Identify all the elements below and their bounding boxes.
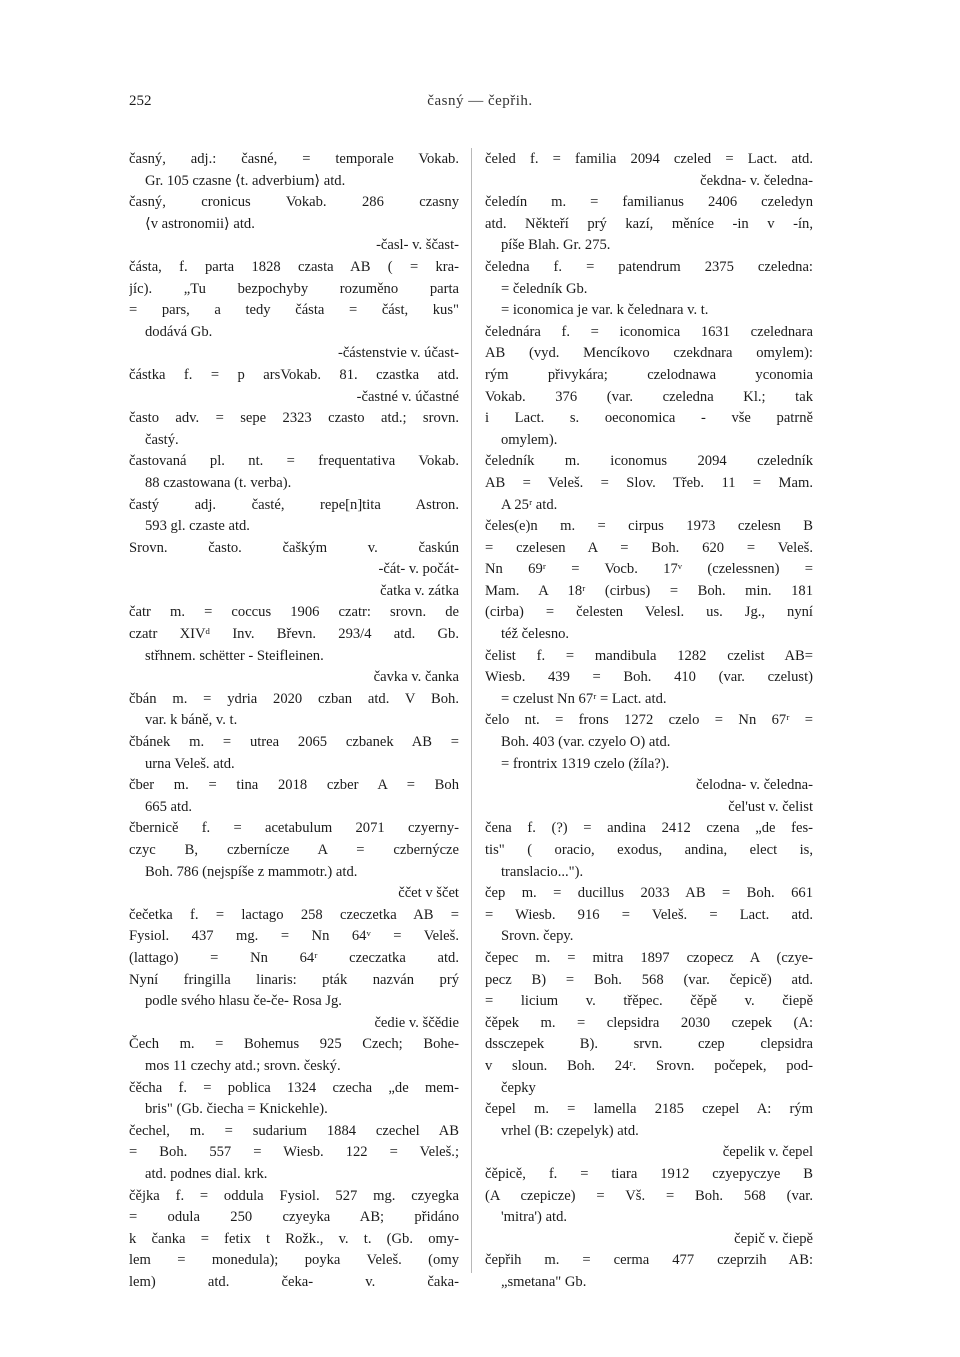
text-line: čepelik v. čepel bbox=[722, 1144, 813, 1161]
text-line: čeledník m. iconomus 2094 czeledník bbox=[485, 453, 813, 470]
text-line: Boh. 403 (var. czyelo O) atd. bbox=[501, 734, 671, 751]
text-line: = odula 250 czyeyka AB; přidáno bbox=[129, 1209, 459, 1226]
text-line: = Boh. 557 = Wiesb. 122 = Veleš.; bbox=[129, 1144, 459, 1161]
text-line: čeledna f. = patendrum 2375 czeledna: bbox=[485, 258, 813, 275]
text-line: čbán m. = ydria 2020 czban atd. V Boh. bbox=[129, 690, 459, 707]
text-line: = czelust Nn 67ʳ = Lact. atd. bbox=[501, 690, 667, 707]
text-line: 593 gl. czaste atd. bbox=[145, 518, 250, 535]
text-line: často adv. = sepe 2323 czasto atd.; srovn. bbox=[129, 410, 459, 427]
text-line: dssczepek B). srvn. czep clepsidra bbox=[485, 1036, 813, 1053]
text-line: čěpicě, f. = tiara 1912 czyepyczye B bbox=[485, 1165, 813, 1182]
text-line: Wiesb. 439 = Boh. 410 (var. czelust) bbox=[485, 669, 813, 686]
text-line: čějka f. = oddula Fysiol. 527 mg. czyegka bbox=[129, 1187, 459, 1204]
text-line: čepřih m. = cerma 477 czeprzih AB: bbox=[485, 1252, 813, 1269]
text-line: časný, cronicus Vokab. 286 czasny bbox=[129, 194, 459, 211]
text-line: častý. bbox=[145, 431, 179, 448]
text-line: čečetka f. = lactago 258 czeczetka AB = bbox=[129, 906, 459, 923]
text-line: čatka v. zátka bbox=[380, 582, 459, 599]
text-line: dodává Gb. bbox=[145, 323, 213, 340]
text-line: Boh. 786 (nejspíše z mammotr.) atd. bbox=[145, 863, 358, 880]
text-line: = frontrix 1319 czelo (žíla?). bbox=[501, 755, 670, 772]
text-line: Nn 69ʳ = Vocb. 17ᵛ (czelessnen) = bbox=[485, 561, 813, 578]
text-line: čedie v. ščědie bbox=[374, 1014, 459, 1031]
text-line: píše Blah. Gr. 275. bbox=[501, 237, 611, 254]
text-line: omylem). bbox=[501, 431, 558, 448]
text-line: Vokab. 376 (var. czeledna Kl.; tak bbox=[485, 388, 813, 405]
text-line: čepky bbox=[501, 1079, 536, 1096]
text-line: Mam. A 18ʳ (cirbus) = Boh. min. 181 bbox=[485, 582, 813, 599]
text-line: čel'ust v. čelist bbox=[728, 798, 813, 815]
text-line: častovaná pl. nt. = frequentativa Vokab. bbox=[129, 453, 459, 470]
text-line: v sloun. Boh. 24ʳ. Srovn. počepek, pod- bbox=[485, 1057, 813, 1074]
text-line: čepec m. = mitra 1897 czopecz A (czye- bbox=[485, 949, 813, 966]
text-line: čelist f. = mandibula 1282 czelist AB= bbox=[485, 647, 813, 664]
text-line: čeledín m. = familianus 2406 czeledyn bbox=[485, 194, 813, 211]
text-line: atd. podnes dial. krk. bbox=[145, 1165, 268, 1182]
text-line: tis" ( oracio, exodus, andina, elect is, bbox=[485, 842, 813, 858]
text-line: podle svého hlasu če-če- Rosa Jg. bbox=[145, 993, 342, 1010]
text-line: = czelesen A = Boh. 620 = Veleš. bbox=[485, 539, 813, 556]
text-line: Srovn. čepy. bbox=[501, 928, 574, 945]
text-line: čepel m. = lamella 2185 czepel A: rým bbox=[485, 1101, 813, 1118]
text-line: Nyní fringilla linaris: pták nazván prý bbox=[129, 971, 459, 988]
text-line: ččet v ščet bbox=[398, 885, 459, 902]
text-line: čelednára f. = iconomica 1631 czelednara bbox=[485, 323, 813, 340]
text-line: = pars, a tedy částa = část, kus" bbox=[129, 302, 459, 319]
text-line: čelo nt. = frons 1272 czelo = Nn 67ʳ = bbox=[485, 712, 813, 729]
text-line: = Wiesb. 916 = Veleš. = Lact. atd. bbox=[485, 906, 813, 923]
text-line: lem) atd. čeka- v. čaka- bbox=[129, 1273, 459, 1290]
text-line: Srovn. často. čaškým v. časkún bbox=[129, 539, 459, 556]
text-line: čelodna- v. čeledna- bbox=[696, 777, 813, 794]
text-line: čekdna- v. čeledna- bbox=[700, 172, 813, 189]
text-line: pecz B) = Boh. 568 (var. čepicě) atd. bbox=[485, 971, 813, 988]
text-line: Čech m. = Bohemus 925 Czech; Bohe- bbox=[129, 1036, 459, 1053]
text-line: rým přivykára; czelodnawa yconomia bbox=[485, 366, 813, 383]
text-line: čechel, m. = sudarium 1884 czechel AB bbox=[129, 1122, 459, 1139]
text-line: vrhel (B: czepelyk) atd. bbox=[501, 1122, 639, 1139]
text-line: „smetana" Gb. bbox=[501, 1273, 587, 1290]
left-column bbox=[129, 149, 459, 1293]
text-line: bris" (Gb. čiecha = Knickehle). bbox=[145, 1101, 328, 1118]
text-line: čbernicě f. = acetabulum 2071 czyerny- bbox=[129, 820, 459, 837]
text-line: (lattago) = Nn 64ʳ czeczatka atd. bbox=[129, 949, 459, 966]
text-line: -částenstvie v. účast- bbox=[337, 345, 459, 362]
text-line: čena f. (?) = andina 2412 czena „de fes- bbox=[485, 820, 813, 837]
text-line: částa, f. parta 1828 czasta AB ( = kra- bbox=[129, 258, 459, 275]
text-line: čěpek m. = clepsidra 2030 czepek (A: bbox=[485, 1014, 813, 1031]
text-line: = iconomica je var. k čelednara v. t. bbox=[501, 302, 709, 319]
text-line: urna Veleš. atd. bbox=[145, 755, 235, 772]
running-head: časný — čepřih. bbox=[427, 93, 533, 109]
text-line: čěcha f. = poblica 1324 czecha „de mem- bbox=[129, 1079, 459, 1096]
text-line: 665 atd. bbox=[145, 798, 193, 815]
text-line: (cirba) = čelesten Velesl. us. Jg., nyní bbox=[485, 604, 813, 621]
text-line: částka f. = p arsVokab. 81. czastka atd. bbox=[129, 366, 459, 383]
page-number: 252 bbox=[129, 93, 152, 109]
text-line: lem = monedula); poyka Veleš. (omy bbox=[129, 1252, 459, 1269]
text-line: 88 czastowana (t. verba). bbox=[145, 474, 292, 491]
text-line: -časl- v. ščast- bbox=[376, 237, 459, 254]
text-line: var. k báně, v. t. bbox=[145, 712, 238, 729]
text-line: 'mitra') atd. bbox=[501, 1209, 568, 1226]
text-line: jíc). „Tu bezpochyby rozuměno parta bbox=[129, 280, 459, 297]
text-line: czatr XIVᵈ Inv. Břevn. 293/4 atd. Gb. bbox=[129, 626, 459, 643]
text-line: též čelesno. bbox=[501, 626, 570, 643]
text-line: (A czepicze) = Vš. = Boh. 568 (var. bbox=[485, 1187, 813, 1204]
text-line: czyc B, czbernícze A = czbernýcze bbox=[129, 842, 459, 858]
text-line: čber m. = tina 2018 czber A = Boh bbox=[129, 777, 459, 794]
text-line: časný, adj.: časné, = temporale Vokab. bbox=[129, 151, 459, 167]
text-line: čeled f. = familia 2094 czeled = Lact. atd. bbox=[485, 151, 813, 167]
text-line: AB = Veleš. = Slov. Třeb. 11 = Mam. bbox=[485, 474, 813, 491]
text-line: AB (vyd. Mencíkovo czekdnara omylem): bbox=[485, 345, 813, 362]
text-line: = licium v. třěpec. čěpě v. čiepě bbox=[485, 993, 813, 1010]
text-line: mos 11 czechy atd.; srovn. český. bbox=[145, 1057, 341, 1074]
text-line: = čeledník Gb. bbox=[501, 280, 588, 297]
text-line: -častné v. účastné bbox=[356, 388, 459, 405]
text-line: častý adj. časté, repe[n]tita Astron. bbox=[129, 496, 459, 513]
text-line: i Lact. s. oeconomica - vše patrně bbox=[485, 410, 813, 427]
text-line: čeles(e)n m. = cirpus 1973 czelesn B bbox=[485, 518, 813, 535]
right-column bbox=[485, 149, 813, 1293]
column-divider bbox=[471, 148, 472, 1273]
text-line: čepič v. čiepě bbox=[734, 1230, 813, 1247]
text-line: atd. Někteří prý kazí, měníce -in v -ín, bbox=[485, 215, 813, 232]
text-line: čatr m. = coccus 1906 czatr: srovn. de bbox=[129, 604, 459, 621]
text-line: -čát- v. počát- bbox=[378, 561, 459, 578]
text-line: A 25ʳ atd. bbox=[501, 496, 558, 513]
text-line: čep m. = ducillus 2033 AB = Boh. 661 bbox=[485, 885, 813, 902]
text-line: Gr. 105 czasne ⟨t. adverbium⟩ atd. bbox=[145, 172, 346, 189]
text-line: translacio..."). bbox=[501, 863, 584, 880]
text-line: ⟨v astronomii⟩ atd. bbox=[145, 215, 255, 232]
text-line: Fysiol. 437 mg. = Nn 64ᵛ = Veleš. bbox=[129, 928, 459, 945]
text-line: k čanka = fetix t Rožk., v. t. (Gb. omy- bbox=[129, 1230, 459, 1247]
text-line: čavka v. čanka bbox=[373, 669, 459, 686]
text-line: čbánek m. = utrea 2065 czbanek AB = bbox=[129, 734, 459, 751]
text-line: střhnem. schëtter - Steifleinen. bbox=[145, 647, 324, 664]
